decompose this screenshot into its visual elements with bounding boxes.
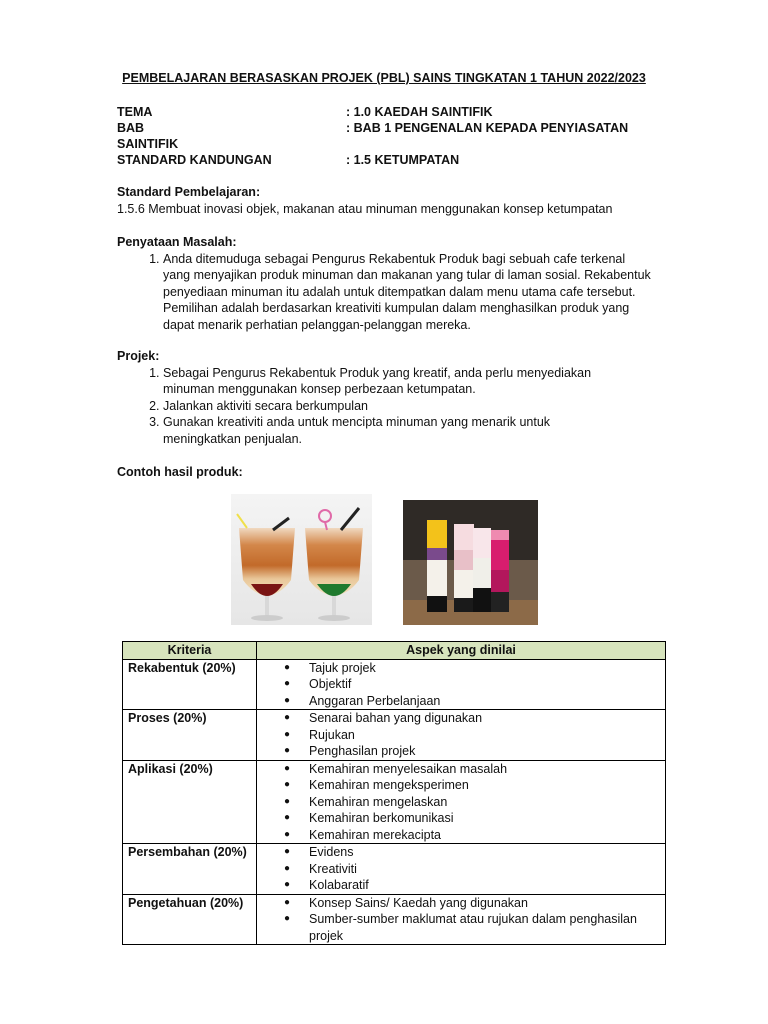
table-row — [123, 710, 666, 761]
list-item: ● Kemahiran menyelesaikan masalah — [261, 761, 661, 778]
list-item: ● Kreativiti — [261, 861, 661, 878]
layered-tea-image — [231, 494, 372, 625]
aspek-cell — [257, 844, 666, 895]
masalah-heading: Penyataan Masalah: — [117, 235, 237, 249]
standard-section — [117, 184, 677, 217]
kriteria-cell: Persembahan (20%) — [123, 844, 257, 895]
list-item: ● Kemahiran mengelaskan — [261, 794, 661, 811]
projek-section — [117, 348, 677, 447]
sk-label: STANDARD KANDUNGAN — [117, 153, 272, 167]
aspek-cell — [257, 710, 666, 761]
bab-value: : BAB 1 PENGENALAN KEPADA PENYIASATAN — [346, 121, 629, 135]
table-row — [123, 894, 666, 945]
product-photo-layered-shots — [403, 500, 538, 625]
kriteria-cell: Pengetahuan (20%) — [123, 894, 257, 945]
list-item: ● Kemahiran berkomunikasi — [261, 810, 661, 827]
document-title: PEMBELAJARAN BERASASKAN PROJEK (PBL) SAINS TINGKATAN 1 TAHUN 2022/2023 — [122, 71, 646, 85]
aspek-cell — [257, 760, 666, 844]
projek-item: 1. Sebagai Pengurus Rekabentuk Produk yang kreatif, anda perlu menyediakan minuman menggunakan konsep perbezaan ketumpatan. — [163, 365, 607, 398]
standard-heading: Standard Pembelajaran: — [117, 185, 261, 199]
masalah-list — [117, 251, 677, 334]
masalah-item: 1. Anda ditemuduga sebagai Pengurus Rekabentuk Produk bagi sebuah cafe terkenal yang menyajikan produk minuman dan makanan yang tular di laman sosial. Rekabentuk penyediaan minuman itu adalah untuk ditempatkan dalam menu utama cafe tersebut. Pemilihan adalah berdasarkan kreativiti kumpulan dalam menghasilkan produk yang dapat menarik perhatian pelanggan-pelanggan mereka. — [163, 251, 655, 334]
projek-heading: Projek: — [117, 349, 160, 363]
sk-value: : 1.5 KETUMPATAN — [346, 153, 460, 167]
kriteria-cell: Rekabentuk (20%) — [123, 659, 257, 710]
aspek-cell — [257, 894, 666, 945]
list-item: ● Rujukan — [261, 727, 661, 744]
list-item: ● Kemahiran mengeksperimen — [261, 777, 661, 794]
rubric-col-aspek: Aspek yang dinilai — [257, 642, 666, 660]
list-item: ● Penghasilan projek — [261, 743, 661, 760]
bab-value-wrap: SAINTIFIK — [117, 137, 179, 151]
rubric-table — [122, 641, 666, 945]
list-item: ● Kemahiran merekacipta — [261, 827, 661, 844]
meta-block — [117, 104, 677, 168]
rubric-col-kriteria: Kriteria — [123, 642, 257, 660]
masalah-section — [117, 234, 677, 333]
table-row — [123, 844, 666, 895]
tema-label: TEMA — [117, 105, 153, 119]
list-item: ● Objektif — [261, 676, 661, 693]
tema-value: : 1.0 KAEDAH SAINTIFIK — [346, 105, 493, 119]
contoh-section — [117, 464, 677, 481]
contoh-heading: Contoh hasil produk: — [117, 465, 243, 479]
kriteria-cell: Aplikasi (20%) — [123, 760, 257, 844]
bab-label: BAB — [117, 121, 145, 135]
layered-shots-image — [403, 500, 538, 625]
rubric-header-row — [123, 642, 666, 660]
list-item: ● Evidens — [261, 844, 661, 861]
list-item: ● Anggaran Perbelanjaan — [261, 693, 661, 710]
standard-text: 1.5.6 Membuat inovasi objek, makanan atau minuman menggunakan konsep ketumpatan — [117, 201, 613, 216]
projek-item: 2. Jalankan aktiviti secara berkumpulan — [163, 398, 607, 415]
list-item: ● Konsep Sains/ Kaedah yang digunakan — [261, 895, 661, 912]
product-photo-layered-tea — [231, 494, 372, 625]
kriteria-cell: Proses (20%) — [123, 710, 257, 761]
list-item: ● Sumber-sumber maklumat atau rujukan dalam penghasilan projek — [261, 911, 661, 944]
table-row — [123, 760, 666, 844]
list-item: ● Kolabaratif — [261, 877, 661, 894]
list-item: ● Tajuk projek — [261, 660, 661, 677]
projek-item: 3. Gunakan kreativiti anda untuk mencipta minuman yang menarik untuk meningkatkan penjualan. — [163, 414, 607, 447]
aspek-cell — [257, 659, 666, 710]
table-row — [123, 659, 666, 710]
list-item: ● Senarai bahan yang digunakan — [261, 710, 661, 727]
projek-list — [117, 365, 677, 448]
